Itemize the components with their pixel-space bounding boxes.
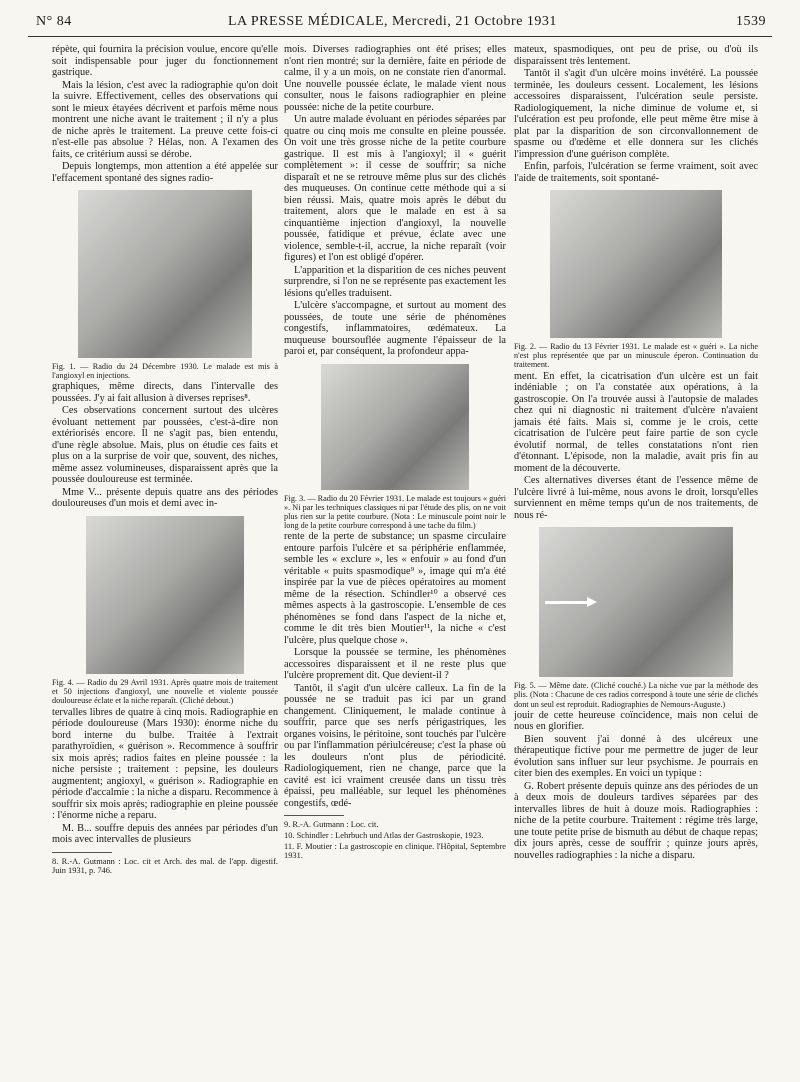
figure-3-caption: Fig. 3. — Radio du 20 Février 1931. Le malade est toujours « guéri ». Ni par les techniques classiques ni par l'étude des plis, on ne voit plus rien sur la petite courbure. (Nota : Le minuscule point noir le long de la petite courbure correspond à une tache du film.)	[284, 493, 506, 531]
column-right	[514, 44, 758, 862]
paragraph: rente de la perte de substance; un spasme circulaire entoure parfois l'ulcère et sa périphérie enflammée, semble les « exclure », les « enfouir » au fond d'un véritable « puits spasmodique⁹ », image qui m'a été inspirée par la vue de pièces opératoires au moment même de la résection. Schindler¹⁰ a observé ces mêmes aspects à la gastroscopie. L'ensemble de ces phénomènes se fond dans l'aspect de la niche et, comme le dit très bien Moutier¹¹, la niche « c'est l'ulcère, plus quelque chose ».	[284, 531, 506, 646]
footnote-9: 9. R.-A. Gutmann : Loc. cit.	[284, 820, 379, 830]
paragraph: ment. En effet, la cicatrisation d'un ulcère est un fait indéniable ; on l'a constatée aux opérations, à la gastroscopie. On l'a trouvée aussi à l'autopsie de malades chez qui ni diagnostic ni traitement d'ulcère n'avaient jamais été faits. Mais si, comme je le crois, cette cicatrisation de l'ulcère peut faire partie de son cycle évolutif normal, de telles constatations n'ont rien d'étonnant. L'épisode, non la maladie, avait pris fin au moment de la découverte.	[514, 370, 758, 474]
figure-5-radiograph	[539, 527, 733, 677]
footnote-rule	[52, 852, 112, 853]
arrow-indicator	[545, 601, 589, 604]
paragraph: mateux, spasmodiques, ont peu de prise, ou d'où ils disparaissent très lentement.	[514, 44, 758, 67]
footnote-10: 10. Schindler : Lehrbuch und Atlas der Gastroskopie, 1923.	[284, 830, 484, 840]
paragraph: Ces observations concernent surtout des ulcères évoluant nettement par poussées, c'est-à-dire non extériorisés encore. Il ne s'agit pas, bien entendu, d'une règle absolue. Mais, plus on étudie ces faits et plus on a la surprise de voir que, souvent, des niches, même assez volumineuses, disparaissent après que la poussée douloureuse est terminée.	[52, 405, 278, 486]
paragraph: Mais la lésion, c'est avec la radiographie qu'on doit la suivre. Effectivement, celles des observations qui sont le mieux étayées décrivent et parfois même nous montrent une niche avant le traitement ; il n'y a plus de niche après le traitement. La preuve cette fois-ci n'est-elle pas absolue ? Hélas, non. A l'examen des faits, ce critérium aussi se dérobe.	[52, 79, 278, 160]
paragraph: jouir de cette heureuse coïncidence, mais non celui de nous en glorifier.	[514, 709, 758, 733]
figure-3-radiograph	[321, 364, 469, 490]
footnote-8: 8. R.-A. Gutmann : Loc. cit et Arch. des mal. de l'app. digestif. Juin 1931, p. 746.	[52, 856, 278, 876]
paragraph: Lorsque la poussée se termine, les phénomènes accessoires disparaissent et il ne reste plus que l'ulcère proprement dit. Que devient-il ?	[284, 647, 506, 682]
paragraph: Bien souvent j'ai donné à des ulcéreux une thérapeutique fictive pour me permettre de juger de leur évolution sans influer sur leur psychisme. Je pourrais en citer bien des exemples. En voici un typique :	[514, 733, 758, 780]
figure-5-caption: Fig. 5. — Même date. (Cliché couché.) La niche vue par la méthode des plis. (Nota : Chacune de ces radios correspond à toute une série de clichés dont un seul est reproduit. Radiographies de Nemours-Auguste.)	[514, 681, 758, 709]
paragraph: tervalles libres de quatre à cinq mois. Radiographie en période douloureuse (Mars 1930): énorme niche du bord interne du bulbe. Traitée à l'extrait parathyroïdien, « guérison ». Recommence à souffrir six mois après; radios faites en pleine poussée : la niche persiste ; traitement : pepsine, les douleurs augmentent; angioxyl, « guérison ». Radiographie en période d'accalmie : la niche a disparu. Recommence à souffrir six mois après; radiographie en pleine poussée : l'énorme niche a reparu.	[52, 706, 278, 822]
paragraph: Depuis longtemps, mon attention a été appelée sur l'effacement spontané des signes radio-	[52, 161, 278, 184]
paragraph: M. B... souffre depuis des années par périodes d'un mois avec intervalles de plusieurs	[52, 822, 278, 846]
figure-1-caption: Fig. 1. — Radio du 24 Décembre 1930. Le malade est mis à l'angioxyl en injections.	[52, 362, 278, 381]
paragraph: Enfin, parfois, l'ulcération se ferme vraiment, soit avec l'aide de traitements, soit spontané-	[514, 161, 758, 184]
paragraph: Tantôt, il s'agit d'un ulcère calleux. La fin de la poussée ne se traduit pas ici par un grand changement. Cliniquement, le malade continue à souffrir, parce que ses nerfs périgastriques, les organes voisins, le péritoine, sont touchés par l'ulcère ou par l'inflammation périulcéreuse; c'est la phase où les douleurs n'ont plus de périodicité. Radiologiquement, rien ne change, parce que la cavité est ici vraiment creusée dans un tissu très épaissi, peu malléable, sur lequel les phénomènes congestifs, œdé-	[284, 682, 506, 809]
paragraph: Mme V... présente depuis quatre ans des périodes douloureuses d'un mois et demi avec in-	[52, 486, 278, 510]
column-middle	[284, 44, 506, 862]
footnote-11: 11. F. Moutier : La gastroscopie en clinique. l'Hôpital, Septembre 1931.	[284, 841, 506, 861]
figure-4-caption: Fig. 4. — Radio du 29 Avril 1931. Après quatre mois de traitement et 50 injections d'angioxyl, une nouvelle et violente poussée douloureuse éclate et la niche reparaît. (Cliché debout.)	[52, 677, 278, 706]
paragraph: G. Robert présente depuis quinze ans des périodes de un à deux mois de douleurs tardives séparées par des intervalles libres de huit à douze mois. Radiographies : niche de la petite courbure. Traitement : régime très large, une toute petite prise de bismuth au début de chaque repas; dix jours après, cesse de souffrir ; quinze jours après, nouvelles radiographies : la niche a disparu.	[514, 780, 758, 861]
paragraph: L'ulcère s'accompagne, et surtout au moment des poussées, de toute une série de phénomènes congestifs, inflammatoires, œdémateux. La muqueuse boursouflée augmente l'épaisseur de la paroi et, par conséquent, la profondeur appa-	[284, 300, 506, 357]
paragraph: L'apparition et la disparition de ces niches peuvent surprendre, si l'on ne se représente pas exactement les lésions qu'elles traduisent.	[284, 264, 506, 299]
page-header	[28, 14, 772, 36]
figure-4-radiograph	[86, 516, 244, 674]
paragraph: répète, qui fournira la précision voulue, encore qu'elle soit indispensable pour juger du fonctionnement gastrique.	[52, 44, 278, 78]
journal-title: LA PRESSE MÉDICALE, Mercredi, 21 Octobre 1931	[228, 14, 557, 29]
column-left	[52, 44, 278, 877]
paragraph: Tantôt il s'agit d'un ulcère moins invétéré. La poussée terminée, les douleurs cessent. Localement, les lésions accessoires disparaissent, l'ulcération seule persiste. Radiologiquement, la niche diminue de volume et, si l'ulcération est peu profonde, elle peut même être mise à plat par la disparition de son circonvallonnement de spasme ou d'œdème et elle donnera sur les clichés l'impression d'une guérison complète.	[514, 68, 758, 160]
footnote-rule	[284, 815, 344, 816]
figure-2-caption: Fig. 2. — Radio du 13 Février 1931. Le malade est « guéri ». La niche n'est plus représentée que par un minuscule éperon. Continuation du traitement.	[514, 342, 758, 370]
paragraph: Ces alternatives diverses étant de l'essence même de l'ulcère livré à lui-même, nous avons le droit, lorsqu'elles surviennent en même temps qu'un de nos traitements, de nous ré-	[514, 475, 758, 521]
paragraph: mois. Diverses radiographies ont été prises; elles n'ont rien montré; sur la dernière, faite en période de calme, il y a un mois, on ne constate rien d'anormal. Une nouvelle poussée éclate, le malade vient nous consulter, nous le faisons radiographier en pleine poussée: niche de la petite courbure.	[284, 44, 506, 113]
page-number: 1539	[736, 14, 766, 29]
figure-2-radiograph	[550, 190, 722, 338]
figure-1-radiograph	[78, 190, 252, 358]
header-rule	[28, 36, 772, 37]
paragraph: Un autre malade évoluant en périodes séparées par quatre ou cinq mois me consulte en pleine poussée. On voit une très grosse niche de la petite courbure gastrique. Il est mis à l'angioxyl; il « guérit complètement »: il cesse de souffrir; sa niche disparaît et ne se retrouve même plus sur des clichés des muqueuses. On continue cette méthode qui a si bien réussi. Mais, quatre mois après le début du traitement, alors que le malade en est à sa cinquantième injection d'angioxyl, la nouvelle poussée, fatidique et prévue, éclate avec une violence, semble-t-il, accrue, la niche reparaît (voir figures) et l'on est obligé d'opérer.	[284, 114, 506, 263]
issue-number: N° 84	[36, 14, 72, 29]
paragraph: graphiques, même directs, dans l'intervalle des poussées. J'y ai fait allusion à diverses reprises⁸.	[52, 381, 278, 404]
